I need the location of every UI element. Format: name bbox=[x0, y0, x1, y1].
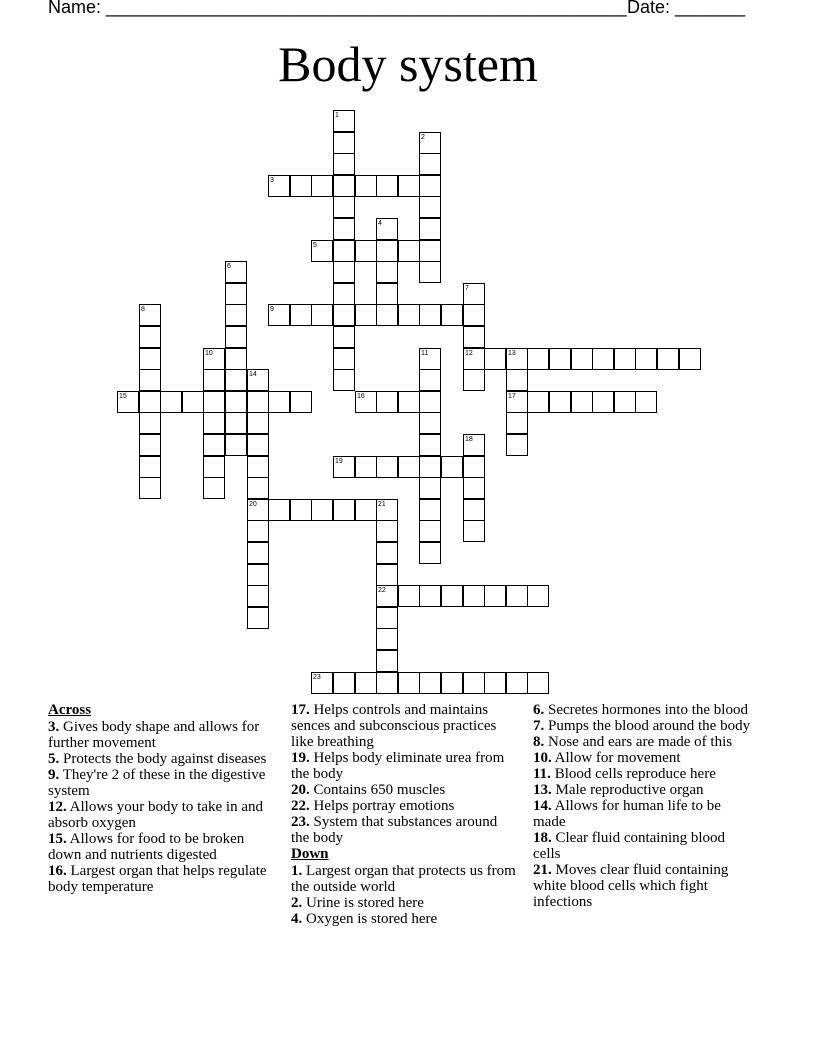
cell-number: 5 bbox=[313, 242, 317, 249]
crossword-cell[interactable] bbox=[203, 434, 225, 456]
crossword-cell[interactable] bbox=[527, 672, 549, 694]
crossword-cell[interactable] bbox=[398, 456, 420, 478]
cell-number: 3 bbox=[270, 177, 274, 184]
clue-text: Secretes hormones into the blood bbox=[544, 702, 748, 718]
crossword-cell[interactable] bbox=[484, 585, 506, 607]
cell-number: 17 bbox=[508, 393, 516, 400]
crossword-cell[interactable] bbox=[376, 499, 398, 521]
clue-item bbox=[533, 830, 753, 862]
crossword-cell[interactable] bbox=[506, 434, 528, 456]
cell-number: 4 bbox=[378, 220, 382, 227]
cell-number: 14 bbox=[249, 371, 257, 378]
cell-number: 2 bbox=[421, 134, 425, 141]
crossword-cell[interactable] bbox=[506, 412, 528, 434]
crossword-cell[interactable] bbox=[311, 240, 333, 262]
crossword-cell[interactable] bbox=[376, 456, 398, 478]
crossword-cell[interactable] bbox=[419, 369, 441, 391]
clue-item bbox=[48, 767, 276, 799]
clue-number: 15. bbox=[48, 831, 67, 847]
crossword-cell[interactable] bbox=[463, 520, 485, 542]
crossword-cell[interactable] bbox=[333, 175, 355, 197]
cell-number: 12 bbox=[465, 350, 473, 357]
crossword-cell[interactable] bbox=[398, 391, 420, 413]
crossword-cell[interactable] bbox=[311, 304, 333, 326]
crossword-cell[interactable] bbox=[398, 585, 420, 607]
crossword-cell[interactable] bbox=[376, 672, 398, 694]
crossword-cell[interactable] bbox=[506, 391, 528, 413]
crossword-cell[interactable] bbox=[419, 218, 441, 240]
clue-number: 21. bbox=[533, 862, 552, 878]
clue-text: They're 2 of these in the digestive system bbox=[48, 767, 266, 799]
crossword-cell[interactable] bbox=[419, 261, 441, 283]
clue-number: 23. bbox=[291, 814, 310, 830]
clue-text: Largest organ that protects us from the outside world bbox=[291, 863, 516, 895]
crossword-cell[interactable] bbox=[355, 175, 377, 197]
clue-item bbox=[48, 831, 276, 863]
crossword-cell[interactable] bbox=[376, 607, 398, 629]
cell-number: 15 bbox=[119, 393, 127, 400]
crossword-cell[interactable] bbox=[333, 672, 355, 694]
crossword-cell[interactable] bbox=[333, 369, 355, 391]
crossword-cell[interactable] bbox=[506, 348, 528, 370]
crossword-cell[interactable] bbox=[549, 391, 571, 413]
crossword-cell[interactable] bbox=[182, 391, 204, 413]
clue-number: 13. bbox=[533, 782, 552, 798]
crossword-cell[interactable] bbox=[247, 520, 269, 542]
crossword-cell[interactable] bbox=[463, 672, 485, 694]
crossword-cell[interactable] bbox=[247, 434, 269, 456]
cell-number: 22 bbox=[378, 587, 386, 594]
crossword-cell[interactable] bbox=[247, 607, 269, 629]
clue-text: Blood cells reproduce here bbox=[550, 766, 716, 782]
crossword-cell[interactable] bbox=[355, 240, 377, 262]
clue-number: 11. bbox=[533, 766, 551, 782]
crossword-cell[interactable] bbox=[225, 283, 247, 305]
clue-item bbox=[48, 751, 276, 767]
clue-item bbox=[533, 734, 753, 750]
date-field[interactable]: Date: _______ bbox=[627, 0, 746, 17]
crossword-cell[interactable] bbox=[247, 391, 269, 413]
crossword-cell[interactable] bbox=[506, 585, 528, 607]
crossword-cell[interactable] bbox=[225, 261, 247, 283]
clue-item bbox=[48, 719, 276, 751]
name-field[interactable]: Name: ____________________________________________________ bbox=[48, 0, 627, 17]
crossword-cell[interactable] bbox=[549, 348, 571, 370]
cell-number: 16 bbox=[357, 393, 365, 400]
clue-item bbox=[291, 814, 519, 846]
crossword-cell[interactable] bbox=[506, 672, 528, 694]
clue-item bbox=[533, 862, 753, 910]
clue-number: 2. bbox=[291, 895, 303, 911]
clue-text: Contains 650 muscles bbox=[309, 782, 446, 798]
crossword-cell[interactable] bbox=[225, 304, 247, 326]
clue-item bbox=[533, 798, 753, 830]
crossword-cell[interactable] bbox=[333, 110, 355, 132]
clue-text: Protects the body against diseases bbox=[59, 751, 267, 767]
crossword-cell[interactable] bbox=[398, 240, 420, 262]
crossword-cell[interactable] bbox=[419, 412, 441, 434]
crossword-cell[interactable] bbox=[463, 585, 485, 607]
crossword-cell[interactable] bbox=[419, 499, 441, 521]
crossword-cell[interactable] bbox=[484, 348, 506, 370]
crossword-cell[interactable] bbox=[247, 499, 269, 521]
crossword-cell[interactable] bbox=[376, 283, 398, 305]
crossword-cell[interactable] bbox=[333, 456, 355, 478]
crossword-cell[interactable] bbox=[419, 672, 441, 694]
crossword-cell[interactable] bbox=[311, 175, 333, 197]
crossword-cell[interactable] bbox=[333, 304, 355, 326]
crossword-cell[interactable] bbox=[333, 499, 355, 521]
crossword-cell[interactable] bbox=[139, 304, 161, 326]
crossword-cell[interactable] bbox=[441, 304, 463, 326]
crossword-cell[interactable] bbox=[247, 542, 269, 564]
clue-number: 19. bbox=[291, 750, 310, 766]
cell-number: 1 bbox=[335, 112, 339, 119]
clue-number: 3. bbox=[48, 719, 60, 735]
crossword-cell[interactable] bbox=[419, 348, 441, 370]
crossword-cell[interactable] bbox=[419, 240, 441, 262]
crossword-cell[interactable] bbox=[657, 348, 679, 370]
clue-number: 10. bbox=[533, 750, 552, 766]
crossword-cell[interactable] bbox=[527, 348, 549, 370]
clues-column-3 bbox=[533, 702, 753, 910]
crossword-cell[interactable] bbox=[441, 456, 463, 478]
crossword-cell[interactable] bbox=[139, 391, 161, 413]
crossword-cell[interactable] bbox=[376, 391, 398, 413]
crossword-cell[interactable] bbox=[484, 672, 506, 694]
clue-number: 20. bbox=[291, 782, 310, 798]
crossword-cell[interactable] bbox=[441, 672, 463, 694]
cell-number: 13 bbox=[508, 350, 516, 357]
clue-text: System that substances around the body bbox=[291, 814, 498, 846]
clue-item bbox=[48, 863, 276, 895]
clue-text: Helps body eliminate urea from the body bbox=[291, 750, 505, 782]
crossword-cell[interactable] bbox=[419, 196, 441, 218]
crossword-cell[interactable] bbox=[247, 564, 269, 586]
clue-text: Allows for human life to be made bbox=[533, 798, 721, 830]
clue-number: 8. bbox=[533, 734, 545, 750]
crossword-cell[interactable] bbox=[333, 153, 355, 175]
clue-text: Moves clear fluid containing white blood cells which fight infections bbox=[533, 862, 729, 910]
crossword-cell[interactable] bbox=[527, 391, 549, 413]
crossword-cell[interactable] bbox=[376, 261, 398, 283]
clue-text: Gives body shape and allows for further movement bbox=[48, 719, 260, 751]
crossword-cell[interactable] bbox=[441, 585, 463, 607]
crossword-cell[interactable] bbox=[139, 348, 161, 370]
clue-number: 14. bbox=[533, 798, 552, 814]
crossword-cell[interactable] bbox=[376, 218, 398, 240]
crossword-cell[interactable] bbox=[463, 499, 485, 521]
crossword-cell[interactable] bbox=[419, 585, 441, 607]
clue-item bbox=[291, 798, 519, 814]
crossword-cell[interactable] bbox=[247, 456, 269, 478]
clue-number: 17. bbox=[291, 702, 310, 718]
crossword-cell[interactable] bbox=[225, 369, 247, 391]
crossword-cell[interactable] bbox=[419, 456, 441, 478]
clue-number: 6. bbox=[533, 702, 545, 718]
crossword-cell[interactable] bbox=[311, 672, 333, 694]
crossword-cell[interactable] bbox=[463, 477, 485, 499]
clue-text: Oxygen is stored here bbox=[302, 911, 438, 927]
crossword-cell[interactable] bbox=[398, 175, 420, 197]
crossword-cell[interactable] bbox=[463, 456, 485, 478]
crossword-cell[interactable] bbox=[463, 348, 485, 370]
crossword-cell[interactable] bbox=[463, 304, 485, 326]
crossword-cell[interactable] bbox=[268, 499, 290, 521]
clue-item bbox=[291, 863, 519, 895]
crossword-cell[interactable] bbox=[268, 175, 290, 197]
crossword-cell[interactable] bbox=[614, 348, 636, 370]
crossword-cell[interactable] bbox=[419, 520, 441, 542]
crossword-cell[interactable] bbox=[268, 304, 290, 326]
crossword-cell[interactable] bbox=[247, 585, 269, 607]
cell-number: 8 bbox=[141, 306, 145, 313]
crossword-cell[interactable] bbox=[311, 499, 333, 521]
clue-number: 16. bbox=[48, 863, 67, 879]
clue-item bbox=[291, 702, 519, 750]
crossword-cell[interactable] bbox=[614, 391, 636, 413]
crossword-cell[interactable] bbox=[419, 477, 441, 499]
crossword-cell[interactable] bbox=[290, 499, 312, 521]
crossword-cell[interactable] bbox=[376, 650, 398, 672]
crossword-cell[interactable] bbox=[139, 456, 161, 478]
crossword-cell[interactable] bbox=[463, 326, 485, 348]
crossword-cell[interactable] bbox=[376, 542, 398, 564]
clue-number: 4. bbox=[291, 911, 303, 927]
clue-item bbox=[533, 718, 753, 734]
crossword-cell[interactable] bbox=[571, 391, 593, 413]
clue-number: 1. bbox=[291, 863, 303, 879]
clue-number: 7. bbox=[533, 718, 545, 734]
cell-number: 11 bbox=[421, 350, 429, 357]
crossword-cell[interactable] bbox=[203, 412, 225, 434]
cell-number: 20 bbox=[249, 501, 257, 508]
crossword-cell[interactable] bbox=[333, 326, 355, 348]
clue-item bbox=[533, 766, 753, 782]
crossword-cell[interactable] bbox=[376, 520, 398, 542]
clue-number: 22. bbox=[291, 798, 310, 814]
crossword-cell[interactable] bbox=[203, 391, 225, 413]
crossword-cell[interactable] bbox=[225, 434, 247, 456]
clues-column-1 bbox=[48, 702, 276, 895]
cell-number: 9 bbox=[270, 306, 274, 313]
crossword-cell[interactable] bbox=[225, 348, 247, 370]
crossword-cell[interactable] bbox=[203, 477, 225, 499]
clue-item bbox=[291, 750, 519, 782]
clue-item bbox=[48, 799, 276, 831]
down-heading: Down bbox=[291, 846, 329, 862]
across-heading: Across bbox=[48, 702, 92, 718]
clue-item bbox=[533, 702, 753, 718]
clue-text: Pumps the blood around the body bbox=[544, 718, 751, 734]
crossword-cell[interactable] bbox=[376, 240, 398, 262]
crossword-cell[interactable] bbox=[225, 412, 247, 434]
cell-number: 23 bbox=[313, 674, 321, 681]
clue-number: 12. bbox=[48, 799, 67, 815]
crossword-cell[interactable] bbox=[355, 499, 377, 521]
crossword-cell[interactable] bbox=[376, 564, 398, 586]
crossword-cell[interactable] bbox=[376, 304, 398, 326]
clue-text: Helps controls and maintains sences and subconscious practices like breathing bbox=[291, 702, 497, 750]
crossword-cell[interactable] bbox=[419, 391, 441, 413]
crossword-cell[interactable] bbox=[419, 542, 441, 564]
crossword-cell[interactable] bbox=[463, 434, 485, 456]
cell-number: 7 bbox=[465, 285, 469, 292]
clues-column-2 bbox=[291, 702, 519, 927]
crossword-cell[interactable] bbox=[376, 175, 398, 197]
crossword-cell[interactable] bbox=[355, 672, 377, 694]
crossword-cell[interactable] bbox=[290, 391, 312, 413]
crossword-cell[interactable] bbox=[419, 175, 441, 197]
clue-text: Male reproductive organ bbox=[551, 782, 704, 798]
crossword-cell[interactable] bbox=[333, 261, 355, 283]
crossword-cell[interactable] bbox=[679, 348, 701, 370]
crossword-cell[interactable] bbox=[527, 585, 549, 607]
clue-item bbox=[291, 895, 519, 911]
crossword-cell[interactable] bbox=[268, 391, 290, 413]
page-title: Body system bbox=[278, 36, 538, 92]
crossword-cell[interactable] bbox=[117, 391, 139, 413]
clue-item bbox=[533, 750, 753, 766]
crossword-cell[interactable] bbox=[635, 391, 657, 413]
clue-text: Nose and ears are made of this bbox=[544, 734, 733, 750]
crossword-cell[interactable] bbox=[247, 369, 269, 391]
clue-text: Allows your body to take in and absorb oxygen bbox=[48, 799, 263, 831]
crossword-cell[interactable] bbox=[419, 434, 441, 456]
crossword-cell[interactable] bbox=[592, 348, 614, 370]
clue-text: Urine is stored here bbox=[302, 895, 424, 911]
clue-item bbox=[533, 782, 753, 798]
crossword-cell[interactable] bbox=[419, 153, 441, 175]
crossword-cell[interactable] bbox=[139, 326, 161, 348]
clue-item bbox=[291, 782, 519, 798]
crossword-cell[interactable] bbox=[139, 477, 161, 499]
crossword-cell[interactable] bbox=[290, 304, 312, 326]
crossword-cell[interactable] bbox=[203, 348, 225, 370]
crossword-cell[interactable] bbox=[333, 132, 355, 154]
crossword-cell[interactable] bbox=[419, 132, 441, 154]
crossword-cell[interactable] bbox=[333, 283, 355, 305]
crossword-cell[interactable] bbox=[139, 412, 161, 434]
crossword-cell[interactable] bbox=[463, 283, 485, 305]
crossword-cell[interactable] bbox=[506, 369, 528, 391]
crossword-cell[interactable] bbox=[398, 304, 420, 326]
cell-number: 18 bbox=[465, 436, 473, 443]
crossword-cell[interactable] bbox=[247, 477, 269, 499]
crossword-cell[interactable] bbox=[355, 304, 377, 326]
clue-number: 9. bbox=[48, 767, 60, 783]
crossword-cell[interactable] bbox=[333, 196, 355, 218]
clue-text: Helps portray emotions bbox=[309, 798, 455, 814]
crossword-cell[interactable] bbox=[333, 348, 355, 370]
crossword-cell[interactable] bbox=[398, 672, 420, 694]
crossword-cell[interactable] bbox=[419, 304, 441, 326]
crossword-cell[interactable] bbox=[247, 412, 269, 434]
crossword-cell[interactable] bbox=[290, 175, 312, 197]
crossword-cell[interactable] bbox=[139, 369, 161, 391]
crossword-cell[interactable] bbox=[635, 348, 657, 370]
clue-text: Allow for movement bbox=[551, 750, 681, 766]
crossword-cell[interactable] bbox=[160, 391, 182, 413]
clue-text: Allows for food to be broken down and nutrients digested bbox=[48, 831, 245, 863]
crossword-cell[interactable] bbox=[376, 585, 398, 607]
cell-number: 19 bbox=[335, 458, 343, 465]
cell-number: 21 bbox=[378, 501, 386, 508]
crossword-cell[interactable] bbox=[333, 218, 355, 240]
crossword-cell[interactable] bbox=[225, 326, 247, 348]
crossword-cell[interactable] bbox=[592, 391, 614, 413]
crossword-cell[interactable] bbox=[203, 369, 225, 391]
clue-text: Clear fluid containing blood cells bbox=[533, 830, 726, 862]
crossword-cell[interactable] bbox=[203, 456, 225, 478]
clue-text: Largest organ that helps regulate body temperature bbox=[48, 863, 267, 895]
clue-number: 5. bbox=[48, 751, 60, 767]
crossword-cell[interactable] bbox=[355, 456, 377, 478]
clue-item bbox=[291, 911, 519, 927]
clue-number: 18. bbox=[533, 830, 552, 846]
crossword-cell[interactable] bbox=[355, 391, 377, 413]
crossword-cell[interactable] bbox=[139, 434, 161, 456]
crossword-cell[interactable] bbox=[463, 369, 485, 391]
cell-number: 10 bbox=[205, 350, 213, 357]
crossword-cell[interactable] bbox=[333, 240, 355, 262]
crossword-cell[interactable] bbox=[571, 348, 593, 370]
crossword-cell[interactable] bbox=[225, 391, 247, 413]
crossword-cell[interactable] bbox=[376, 628, 398, 650]
cell-number: 6 bbox=[227, 263, 231, 270]
